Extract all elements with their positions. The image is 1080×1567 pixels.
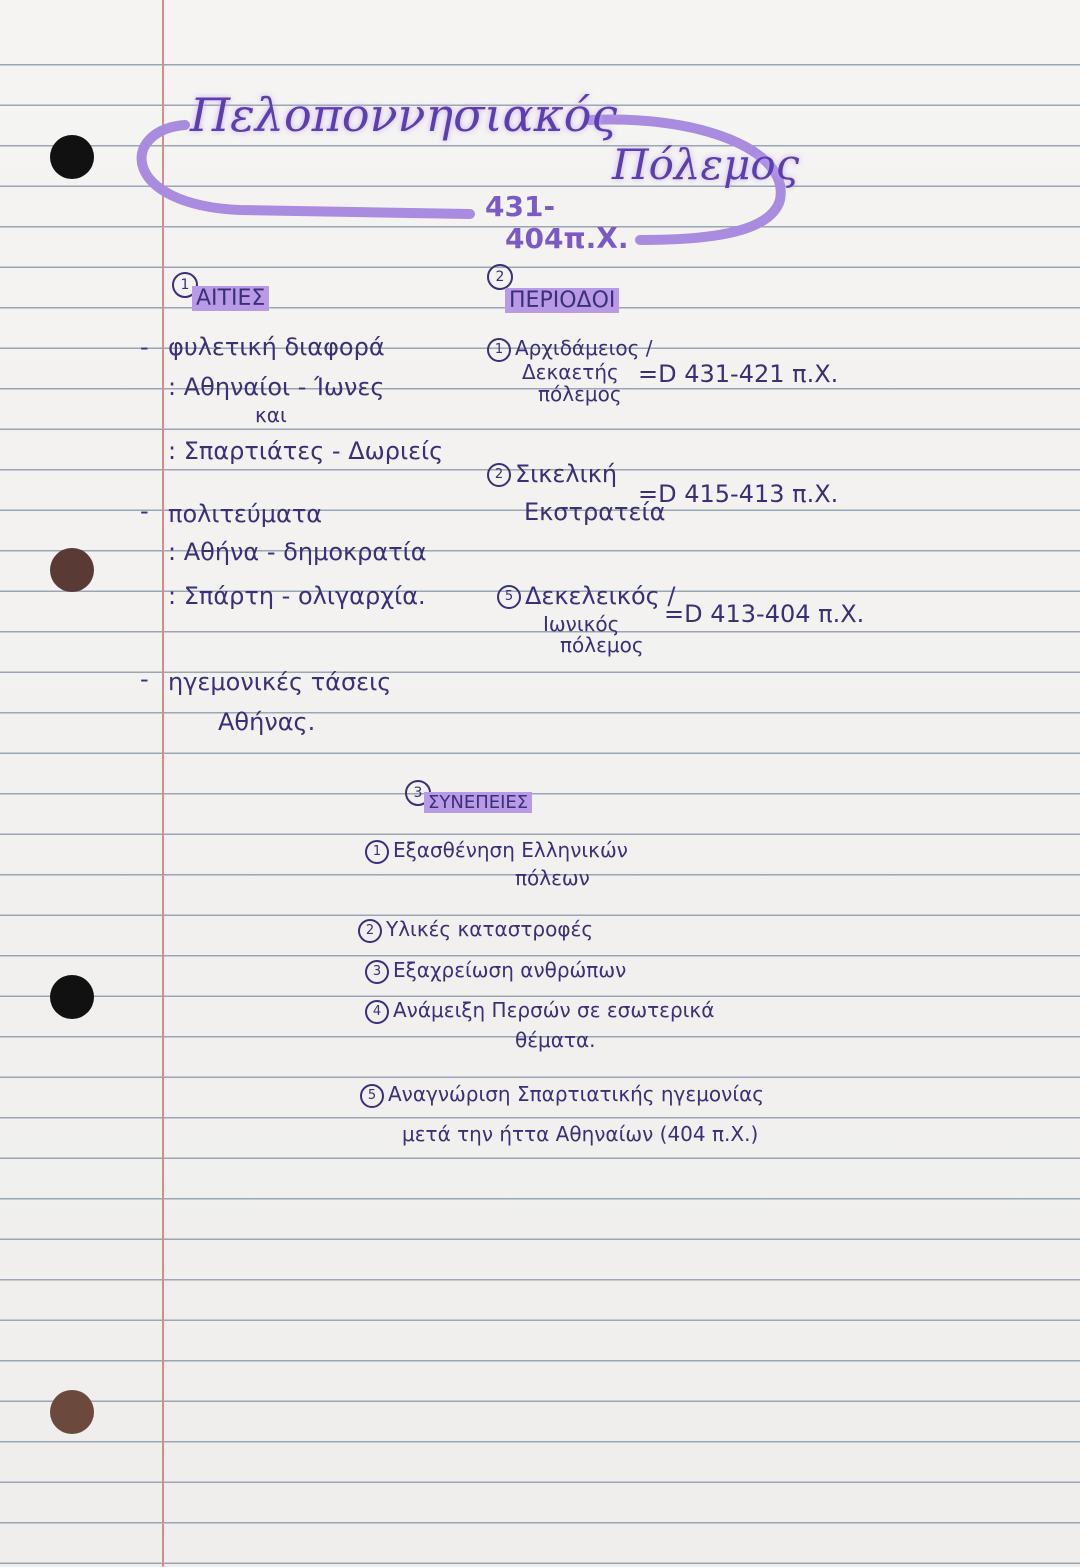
punch-hole <box>50 975 94 1019</box>
period-item <box>487 460 617 488</box>
title-dates-1: 431- <box>485 190 556 223</box>
period-name: Σικελική <box>515 460 618 488</box>
consequence-number: 2 <box>358 919 382 943</box>
period-name-line: πόλεμος <box>538 382 622 406</box>
title-line2: Πόλεμος <box>612 140 800 189</box>
period-dates: =D 431-421 π.Χ. <box>638 360 839 388</box>
period-dates: =D 413-404 π.Χ. <box>664 600 865 628</box>
period-name-line: Ιωνικός <box>543 612 620 636</box>
consequence-item <box>365 998 714 1024</box>
cause-item: ηγεμονικές τάσεις <box>168 668 392 696</box>
section-number: 3 <box>405 780 431 806</box>
consequence-text: Ανάμειξη Περσών σε εσωτερικά <box>393 998 715 1022</box>
bullet-dash: - <box>140 333 149 361</box>
consequence-item <box>360 1082 764 1108</box>
period-name-line: πόλεμος <box>560 633 644 657</box>
periods-heading <box>505 288 619 313</box>
period-dates: =D 415-413 π.Χ. <box>638 480 839 508</box>
period-name: Αρχιδάμειος / <box>515 336 653 360</box>
cause-item: πολιτεύματα <box>168 500 323 528</box>
cause-item: και <box>255 403 287 427</box>
causes-heading <box>192 286 269 311</box>
period-item <box>497 582 675 610</box>
period-number: 1 <box>487 338 511 362</box>
consequences-heading-text: ΣΥΝΕΠΕΙΕΣ <box>424 792 532 813</box>
punch-hole <box>50 548 94 592</box>
bullet-dash: - <box>140 497 149 525</box>
cause-item: : Σπαρτιάτες - Δωριείς <box>168 437 444 465</box>
consequence-cont: θέματα. <box>515 1028 596 1052</box>
cause-item: Αθήνας. <box>218 708 316 736</box>
period-name-line: Εκστρατεία <box>524 498 666 526</box>
consequence-number: 3 <box>365 960 389 984</box>
consequence-text: Εξασθένηση Ελληνικών <box>393 838 628 862</box>
cause-item: φυλετική διαφορά <box>168 333 385 361</box>
section-number: 1 <box>172 272 198 298</box>
cause-item: : Αθήνα - δημοκρατία <box>168 538 427 566</box>
section-number: 2 <box>487 264 513 290</box>
consequence-cont: πόλεων <box>515 866 590 890</box>
consequence-text: Υλικές καταστροφές <box>386 917 594 941</box>
bullet-dash: - <box>140 665 149 693</box>
period-item <box>487 336 653 362</box>
consequences-heading <box>424 792 532 813</box>
causes-heading-text: ΑΙΤΙΕΣ <box>192 286 269 311</box>
period-name: Δεκελεικός / <box>525 582 676 610</box>
consequence-cont: μετά την ήττα Αθηναίων (404 π.Χ.) <box>402 1122 759 1146</box>
cause-item: : Αθηναίοι - Ίωνες <box>168 373 385 401</box>
consequence-number: 4 <box>365 1000 389 1024</box>
title-line1: Πελοποννησιακός <box>190 88 618 142</box>
period-name-line: Δεκαετής <box>522 360 619 384</box>
title-swoosh <box>0 0 1080 300</box>
periods-heading-text: ΠΕΡΙΟΔΟΙ <box>505 288 619 313</box>
title-dates-2: 404π.Χ. <box>505 222 629 255</box>
consequence-number: 1 <box>365 840 389 864</box>
consequence-item <box>365 958 626 984</box>
period-number: 2 <box>487 463 511 487</box>
consequence-number: 5 <box>360 1084 384 1108</box>
consequence-item <box>358 917 593 943</box>
consequence-text: Εξαχρείωση ανθρώπων <box>393 958 627 982</box>
consequence-item <box>365 838 628 864</box>
consequence-text: Αναγνώριση Σπαρτιατικής ηγεμονίας <box>388 1082 765 1106</box>
punch-hole <box>50 1390 94 1434</box>
cause-item: : Σπάρτη - ολιγαρχία. <box>168 582 426 610</box>
period-number: 5 <box>497 585 521 609</box>
